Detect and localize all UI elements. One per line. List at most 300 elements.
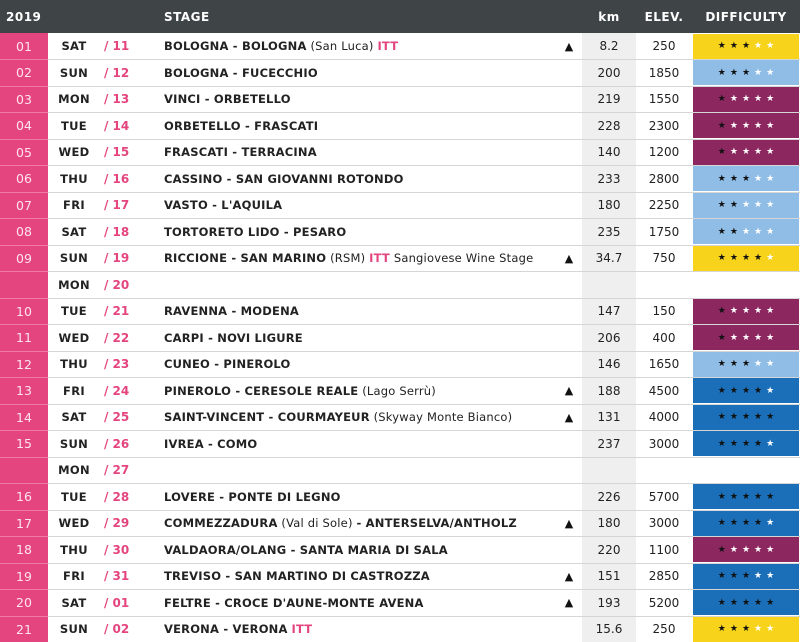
star-icon: ★ <box>754 67 763 78</box>
route-name: TORTORETO LIDO - PESARO <box>164 224 347 239</box>
star-icon: ★ <box>717 41 726 51</box>
stage-date: / 11 <box>100 33 156 60</box>
mountain-finish-icon <box>556 113 582 140</box>
difficulty-cell <box>692 378 800 405</box>
stage-route <box>156 33 556 60</box>
mountain-finish-icon <box>556 166 582 193</box>
day-of-week: SAT <box>48 590 100 617</box>
day-of-week: WED <box>48 325 100 352</box>
table-row <box>0 378 800 405</box>
star-icon: ★ <box>754 412 763 423</box>
star-icon: ★ <box>741 385 751 396</box>
elevation: 2300 <box>636 113 692 140</box>
stage-number: 20 <box>0 590 48 617</box>
star-icon: ★ <box>766 120 775 131</box>
day-of-week: SUN <box>48 60 100 87</box>
stage-date: / 18 <box>100 219 156 246</box>
stage-date: / 02 <box>100 616 156 642</box>
star-icon: ★ <box>754 253 763 264</box>
route-name: PINEROLO - CERESOLE REALE <box>164 383 359 398</box>
table-row <box>0 484 800 511</box>
star-icon: ★ <box>766 624 775 635</box>
star-icon: ★ <box>754 359 763 370</box>
stage-number: 21 <box>0 616 48 642</box>
distance-km: 228 <box>582 113 636 140</box>
difficulty-cell <box>692 537 800 564</box>
table-row <box>0 192 800 219</box>
star-icon: ★ <box>717 226 726 237</box>
difficulty-cell <box>692 192 800 219</box>
route-note: (San Luca) <box>306 39 378 53</box>
elevation: 1750 <box>636 219 692 246</box>
elevation: 2250 <box>636 192 692 219</box>
difficulty-cell <box>692 298 800 325</box>
mountain-finish-icon: ▲ <box>556 33 582 60</box>
table-row <box>0 431 800 458</box>
star-icon: ★ <box>754 544 763 555</box>
day-of-week: FRI <box>48 563 100 590</box>
stage-number: 10 <box>0 298 48 325</box>
stage-route <box>156 272 556 299</box>
route-name: VASTO - L'AQUILA <box>164 198 283 213</box>
star-icon: ★ <box>766 412 775 423</box>
difficulty-cell <box>692 219 800 246</box>
elevation: 750 <box>636 245 692 272</box>
route-name: COMMEZZADURA <box>164 516 278 531</box>
table-row <box>0 325 800 352</box>
stage-route <box>156 298 556 325</box>
star-icon: ★ <box>754 491 763 502</box>
star-icon: ★ <box>741 67 751 78</box>
star-icon: ★ <box>717 385 726 396</box>
route-name: BOLOGNA - FUCECCHIO <box>164 65 318 80</box>
star-icon: ★ <box>729 438 738 449</box>
stage-route <box>156 113 556 140</box>
stage-number: 13 <box>0 378 48 405</box>
stage-route <box>156 378 556 405</box>
header-year: 2019 <box>6 9 42 24</box>
star-icon: ★ <box>717 438 726 449</box>
star-icon: ★ <box>729 544 738 555</box>
distance-km: 131 <box>582 404 636 431</box>
elevation: 1850 <box>636 60 692 87</box>
star-icon: ★ <box>766 571 775 582</box>
elevation <box>636 457 692 484</box>
mountain-finish-icon <box>556 86 582 113</box>
star-icon: ★ <box>729 173 738 184</box>
star-icon: ★ <box>766 226 775 237</box>
stage-date: / 31 <box>100 563 156 590</box>
star-icon: ★ <box>741 544 751 555</box>
star-icon: ★ <box>717 94 726 105</box>
elevation: 3000 <box>636 431 692 458</box>
star-icon: ★ <box>754 200 763 211</box>
star-icon: ★ <box>729 571 738 582</box>
difficulty-cell <box>692 404 800 431</box>
difficulty-cell <box>692 484 800 511</box>
mountain-finish-icon <box>556 60 582 87</box>
stage-date: / 16 <box>100 166 156 193</box>
star-icon: ★ <box>754 597 763 608</box>
star-icon: ★ <box>754 518 763 529</box>
table-row <box>0 616 800 642</box>
distance-km: 34.7 <box>582 245 636 272</box>
table-row <box>0 60 800 87</box>
difficulty-rating <box>693 166 799 191</box>
stage-date: / 29 <box>100 510 156 537</box>
star-icon: ★ <box>729 226 738 237</box>
stage-number: 09 <box>0 245 48 272</box>
star-icon: ★ <box>754 385 763 396</box>
star-icon: ★ <box>717 571 726 582</box>
elevation: 150 <box>636 298 692 325</box>
distance-km: 140 <box>582 139 636 166</box>
header-elev: ELEV. <box>644 9 684 24</box>
mountain-finish-icon: ▲ <box>556 245 582 272</box>
difficulty-rating <box>693 484 799 509</box>
difficulty-cell <box>692 166 800 193</box>
itt-tag: ITT <box>369 251 390 266</box>
elevation: 4000 <box>636 404 692 431</box>
stage-number: 17 <box>0 510 48 537</box>
star-icon: ★ <box>741 147 751 158</box>
distance-km: 151 <box>582 563 636 590</box>
distance-km: 235 <box>582 219 636 246</box>
elevation <box>636 272 692 299</box>
table-row <box>0 139 800 166</box>
star-icon: ★ <box>729 41 738 51</box>
star-icon: ★ <box>717 173 726 184</box>
table-row <box>0 537 800 564</box>
table-row <box>0 245 800 272</box>
star-icon: ★ <box>729 491 738 502</box>
star-icon: ★ <box>729 147 738 158</box>
star-icon: ★ <box>754 173 763 184</box>
star-icon: ★ <box>741 491 751 502</box>
distance-km: 15.6 <box>582 616 636 642</box>
elevation: 400 <box>636 325 692 352</box>
elevation: 1100 <box>636 537 692 564</box>
distance-km: 193 <box>582 590 636 617</box>
stage-date: / 19 <box>100 245 156 272</box>
route-name: CASSINO - SAN GIOVANNI ROTONDO <box>164 171 404 186</box>
table-row <box>0 563 800 590</box>
route-extra: - ANTERSELVA/ANTHOLZ <box>356 516 517 531</box>
elevation: 1650 <box>636 351 692 378</box>
stage-number: 19 <box>0 563 48 590</box>
star-icon: ★ <box>766 253 775 264</box>
day-of-week: TUE <box>48 298 100 325</box>
star-icon: ★ <box>741 359 751 370</box>
mountain-finish-icon <box>556 537 582 564</box>
star-icon: ★ <box>741 412 751 423</box>
day-of-week: WED <box>48 139 100 166</box>
stage-date: / 01 <box>100 590 156 617</box>
star-icon: ★ <box>729 67 738 78</box>
route-note: (Skyway Monte Bianco) <box>369 410 513 425</box>
route-name: FRASCATI - TERRACINA <box>164 145 317 160</box>
star-icon: ★ <box>754 94 763 105</box>
difficulty-cell <box>692 563 800 590</box>
difficulty-rating <box>693 193 799 218</box>
star-icon: ★ <box>717 200 726 211</box>
stage-route <box>156 537 556 564</box>
day-of-week: THU <box>48 166 100 193</box>
star-icon: ★ <box>754 147 763 158</box>
route-name: RAVENNA - MODENA <box>164 304 300 319</box>
route-extra: Sangiovese Wine Stage <box>389 251 534 266</box>
route-name: TREVISO - SAN MARTINO DI CASTROZZA <box>164 569 430 584</box>
star-icon: ★ <box>766 94 775 105</box>
difficulty-rating <box>693 564 799 589</box>
stage-date: / 15 <box>100 139 156 166</box>
stage-route <box>156 484 556 511</box>
star-icon: ★ <box>717 253 726 264</box>
difficulty-rating <box>693 60 799 85</box>
elevation: 2850 <box>636 563 692 590</box>
difficulty-cell <box>692 60 800 87</box>
star-icon: ★ <box>741 173 751 184</box>
mountain-finish-icon <box>556 457 582 484</box>
stage-route <box>156 139 556 166</box>
star-icon: ★ <box>729 306 738 317</box>
stage-number: 16 <box>0 484 48 511</box>
elevation: 1550 <box>636 86 692 113</box>
star-icon: ★ <box>717 67 726 78</box>
rest-day-row <box>0 457 800 484</box>
star-icon: ★ <box>717 359 726 370</box>
star-icon: ★ <box>754 332 763 343</box>
day-of-week: THU <box>48 351 100 378</box>
mountain-finish-icon <box>556 298 582 325</box>
mountain-finish-icon <box>556 272 582 299</box>
day-of-week: MON <box>48 86 100 113</box>
difficulty-rating <box>693 34 799 59</box>
star-icon: ★ <box>754 438 763 449</box>
star-icon: ★ <box>717 147 726 158</box>
day-of-week: THU <box>48 537 100 564</box>
distance-km: 219 <box>582 86 636 113</box>
difficulty-rating <box>693 219 799 244</box>
difficulty-cell <box>692 113 800 140</box>
route-note: (Lago Serrù) <box>358 383 436 398</box>
stage-date: / 20 <box>100 272 156 299</box>
star-icon: ★ <box>766 359 775 370</box>
stage-number: 15 <box>0 431 48 458</box>
stage-number: 05 <box>0 139 48 166</box>
difficulty-cell <box>692 325 800 352</box>
difficulty-rating <box>693 431 799 456</box>
difficulty-rating <box>693 590 799 615</box>
star-icon: ★ <box>766 173 775 184</box>
difficulty-cell <box>692 245 800 272</box>
stage-number: 04 <box>0 113 48 140</box>
stage-route <box>156 166 556 193</box>
difficulty-cell <box>692 86 800 113</box>
day-of-week: TUE <box>48 484 100 511</box>
star-icon: ★ <box>729 359 738 370</box>
star-icon: ★ <box>741 120 751 131</box>
table-row <box>0 510 800 537</box>
stage-route <box>156 219 556 246</box>
star-icon: ★ <box>766 491 775 502</box>
mountain-finish-icon: ▲ <box>556 563 582 590</box>
stage-number: 11 <box>0 325 48 352</box>
star-icon: ★ <box>729 597 738 608</box>
distance-km: 147 <box>582 298 636 325</box>
star-icon: ★ <box>741 200 751 211</box>
day-of-week: MON <box>48 457 100 484</box>
difficulty-cell <box>692 139 800 166</box>
stage-date: / 22 <box>100 325 156 352</box>
star-icon: ★ <box>729 412 738 423</box>
day-of-week: SAT <box>48 404 100 431</box>
star-icon: ★ <box>729 94 738 105</box>
difficulty-rating <box>693 511 799 536</box>
difficulty-cell <box>692 33 800 60</box>
header-difficulty: DIFFICULTY <box>705 9 787 24</box>
star-icon: ★ <box>717 412 726 423</box>
day-of-week: SUN <box>48 431 100 458</box>
stage-date: / 30 <box>100 537 156 564</box>
elevation: 3000 <box>636 510 692 537</box>
difficulty-rating <box>693 537 799 562</box>
route-name: CUNEO - PINEROLO <box>164 357 291 372</box>
stage-route <box>156 86 556 113</box>
star-icon: ★ <box>766 332 775 343</box>
table-row <box>0 86 800 113</box>
star-icon: ★ <box>729 385 738 396</box>
difficulty-cell <box>692 457 800 484</box>
star-icon: ★ <box>754 571 763 582</box>
mountain-finish-icon: ▲ <box>556 590 582 617</box>
table-row <box>0 33 800 60</box>
stage-date: / 14 <box>100 113 156 140</box>
stage-date: / 13 <box>100 86 156 113</box>
stage-number: 08 <box>0 219 48 246</box>
star-icon: ★ <box>766 544 775 555</box>
mountain-finish-icon <box>556 431 582 458</box>
route-name: BOLOGNA - BOLOGNA <box>164 39 307 53</box>
stage-route <box>156 192 556 219</box>
star-icon: ★ <box>741 41 751 51</box>
route-name: IVREA - COMO <box>164 436 258 451</box>
star-icon: ★ <box>754 226 763 237</box>
mountain-finish-icon: ▲ <box>556 510 582 537</box>
star-icon: ★ <box>741 94 751 105</box>
mountain-finish-icon <box>556 616 582 642</box>
day-of-week: FRI <box>48 192 100 219</box>
star-icon: ★ <box>729 332 738 343</box>
stage-date: / 12 <box>100 60 156 87</box>
star-icon: ★ <box>766 41 775 51</box>
star-icon: ★ <box>729 518 738 529</box>
difficulty-cell <box>692 510 800 537</box>
rest-day-row <box>0 272 800 299</box>
table-row <box>0 298 800 325</box>
star-icon: ★ <box>741 624 751 635</box>
stage-number: 02 <box>0 60 48 87</box>
mountain-finish-icon: ▲ <box>556 404 582 431</box>
stage-number <box>0 272 48 299</box>
stage-route <box>156 563 556 590</box>
star-icon: ★ <box>754 306 763 317</box>
table-row <box>0 404 800 431</box>
star-icon: ★ <box>766 306 775 317</box>
star-icon: ★ <box>717 491 726 502</box>
elevation: 250 <box>636 616 692 642</box>
elevation: 1200 <box>636 139 692 166</box>
route-name: VINCI - ORBETELLO <box>164 92 291 107</box>
star-icon: ★ <box>754 120 763 131</box>
star-icon: ★ <box>754 624 763 635</box>
mountain-finish-icon <box>556 325 582 352</box>
stage-date: / 27 <box>100 457 156 484</box>
distance-km: 180 <box>582 192 636 219</box>
distance-km <box>582 272 636 299</box>
star-icon: ★ <box>754 41 763 51</box>
difficulty-rating <box>693 113 799 138</box>
difficulty-rating <box>693 140 799 165</box>
route-name: RICCIONE - SAN MARINO <box>164 251 327 266</box>
star-icon: ★ <box>741 438 751 449</box>
stage-number: 12 <box>0 351 48 378</box>
stage-route <box>156 351 556 378</box>
star-icon: ★ <box>717 544 726 555</box>
star-icon: ★ <box>729 200 738 211</box>
table-row <box>0 590 800 617</box>
table-row <box>0 166 800 193</box>
stage-route <box>156 431 556 458</box>
star-icon: ★ <box>766 67 775 78</box>
stage-route <box>156 590 556 617</box>
stage-number: 18 <box>0 537 48 564</box>
stage-date: / 17 <box>100 192 156 219</box>
mountain-finish-icon <box>556 484 582 511</box>
stage-route <box>156 245 556 272</box>
star-icon: ★ <box>741 306 751 317</box>
elevation: 5200 <box>636 590 692 617</box>
star-icon: ★ <box>766 200 775 211</box>
star-icon: ★ <box>717 624 726 635</box>
mountain-finish-icon: ▲ <box>556 378 582 405</box>
day-of-week: SUN <box>48 245 100 272</box>
day-of-week: FRI <box>48 378 100 405</box>
stage-route <box>156 60 556 87</box>
stage-route <box>156 325 556 352</box>
star-icon: ★ <box>741 253 751 264</box>
distance-km: 8.2 <box>582 33 636 60</box>
table-header <box>0 0 800 33</box>
stage-date: / 24 <box>100 378 156 405</box>
difficulty-cell <box>692 431 800 458</box>
difficulty-rating <box>693 246 799 271</box>
star-icon: ★ <box>717 332 726 343</box>
star-icon: ★ <box>717 120 726 131</box>
route-name: LOVERE - PONTE DI LEGNO <box>164 489 341 504</box>
route-name: VALDAORA/OLANG - SANTA MARIA DI SALA <box>164 542 448 557</box>
star-icon: ★ <box>717 597 726 608</box>
distance-km: 188 <box>582 378 636 405</box>
difficulty-cell <box>692 272 800 299</box>
star-icon: ★ <box>741 597 751 608</box>
star-icon: ★ <box>717 518 726 529</box>
route-name: SAINT-VINCENT - COURMAYEUR <box>164 410 370 425</box>
table-row <box>0 113 800 140</box>
distance-km: 233 <box>582 166 636 193</box>
star-icon: ★ <box>741 571 751 582</box>
star-icon: ★ <box>766 597 775 608</box>
